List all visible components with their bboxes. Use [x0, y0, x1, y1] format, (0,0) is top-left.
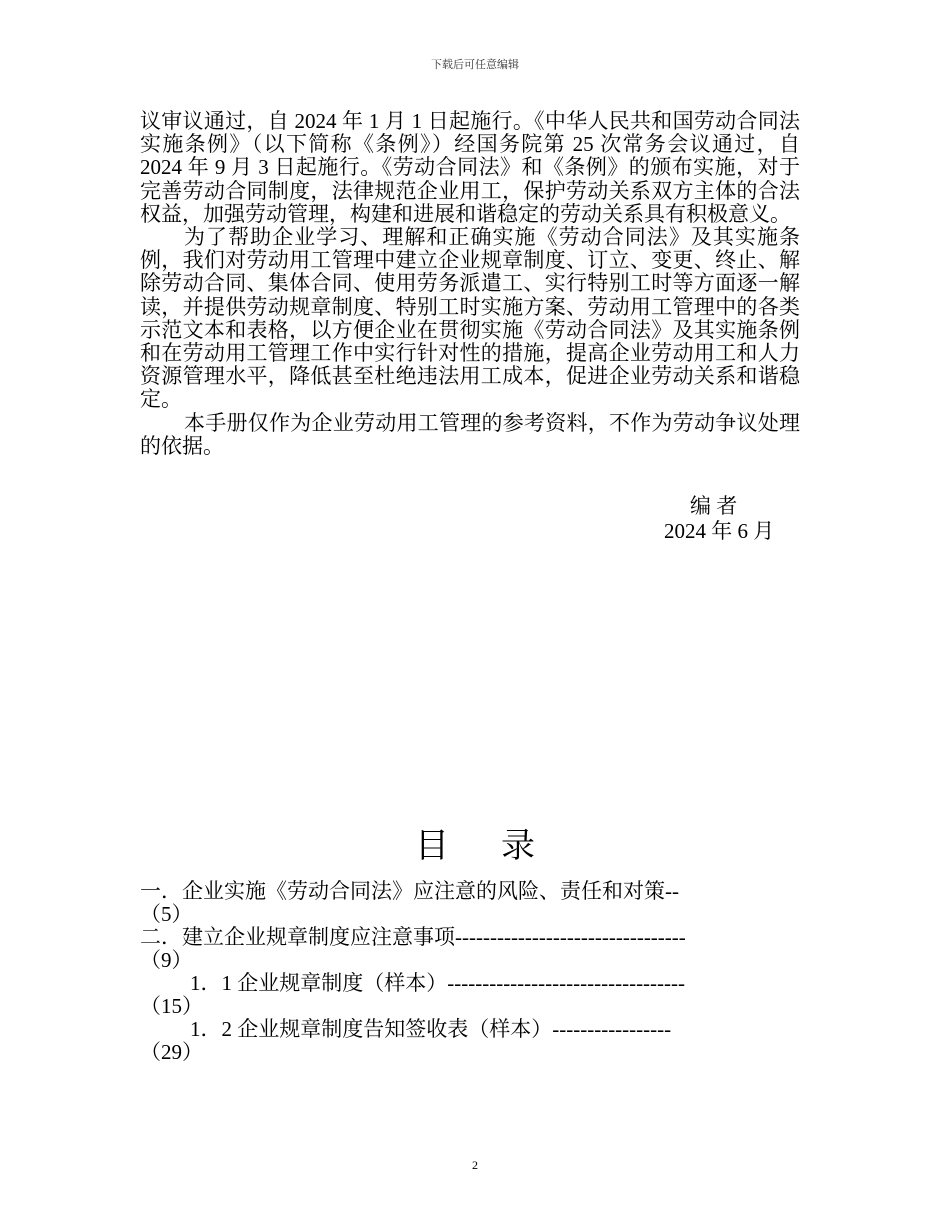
toc-title: 目录 — [415, 828, 587, 865]
preface-paragraph: 议审议通过，自 2024 年 1 月 1 日起施行。《中华人民共和国劳动合同法实施条例》（以下简称《条例》）经国务院第 25 次常务会议通过，自 2024 年 9 月 3 日起施行。《劳动合同法》和《条例》的颁布实施，对于完善劳动合同制度，法律规范企业用工，保护劳动关系双方主体的合法权益，加强劳动管理，构建和进展和谐稳定的劳动关系具有积极意义。 — [140, 109, 800, 226]
toc-item-page: （5） — [140, 902, 193, 926]
table-of-contents — [140, 880, 800, 1064]
preface-paragraph: 本手册仅作为企业劳动用工管理的参考资料，不作为劳动争议处理的依据。 — [140, 410, 800, 458]
toc-item-text: 一．企业实施《劳动合同法》应注意的风险、责任和对策-- — [140, 879, 679, 903]
toc-item-page: （9） — [140, 948, 193, 972]
page-header: 下载后可任意编辑 — [431, 59, 519, 71]
toc-item[interactable] — [140, 926, 800, 972]
toc-item-page: （15） — [140, 994, 203, 1018]
page-number: 2 — [472, 1158, 478, 1172]
toc-item-text: 二．建立企业规章制度应注意事项--------------------------------- — [140, 925, 686, 949]
toc-item-page: （29） — [140, 1040, 203, 1064]
toc-item[interactable] — [140, 1018, 800, 1064]
toc-item[interactable] — [140, 972, 800, 1018]
author-signature: 编 者 — [690, 494, 738, 518]
preface-paragraph: 为了帮助企业学习、理解和正确实施《劳动合同法》及其实施条例，我们对劳动用工管理中建立企业规章制度、订立、变更、终止、解除劳动合同、集体合同、使用劳务派遣工、实行特别工时等方面逐一解读，并提供劳动规章制度、特别工时实施方案、劳动用工管理中的各类示范文本和表格，以方便企业在贯彻实施《劳动合同法》及其实施条例和在劳动用工管理工作中实行针对性的措施，提高企业劳动用工和人力资源管理水平，降低甚至杜绝违法用工成本，促进企业劳动关系和谐稳定。 — [140, 225, 800, 412]
toc-item[interactable] — [140, 880, 800, 926]
signature-date: 2024 年 6 月 — [664, 519, 775, 543]
toc-item-text: 1．1 企业规章制度（样本）---------------------------------- — [190, 971, 686, 995]
toc-item-text: 1．2 企业规章制度告知签收表（样本）----------------- — [190, 1017, 672, 1041]
preface-body — [140, 110, 800, 458]
